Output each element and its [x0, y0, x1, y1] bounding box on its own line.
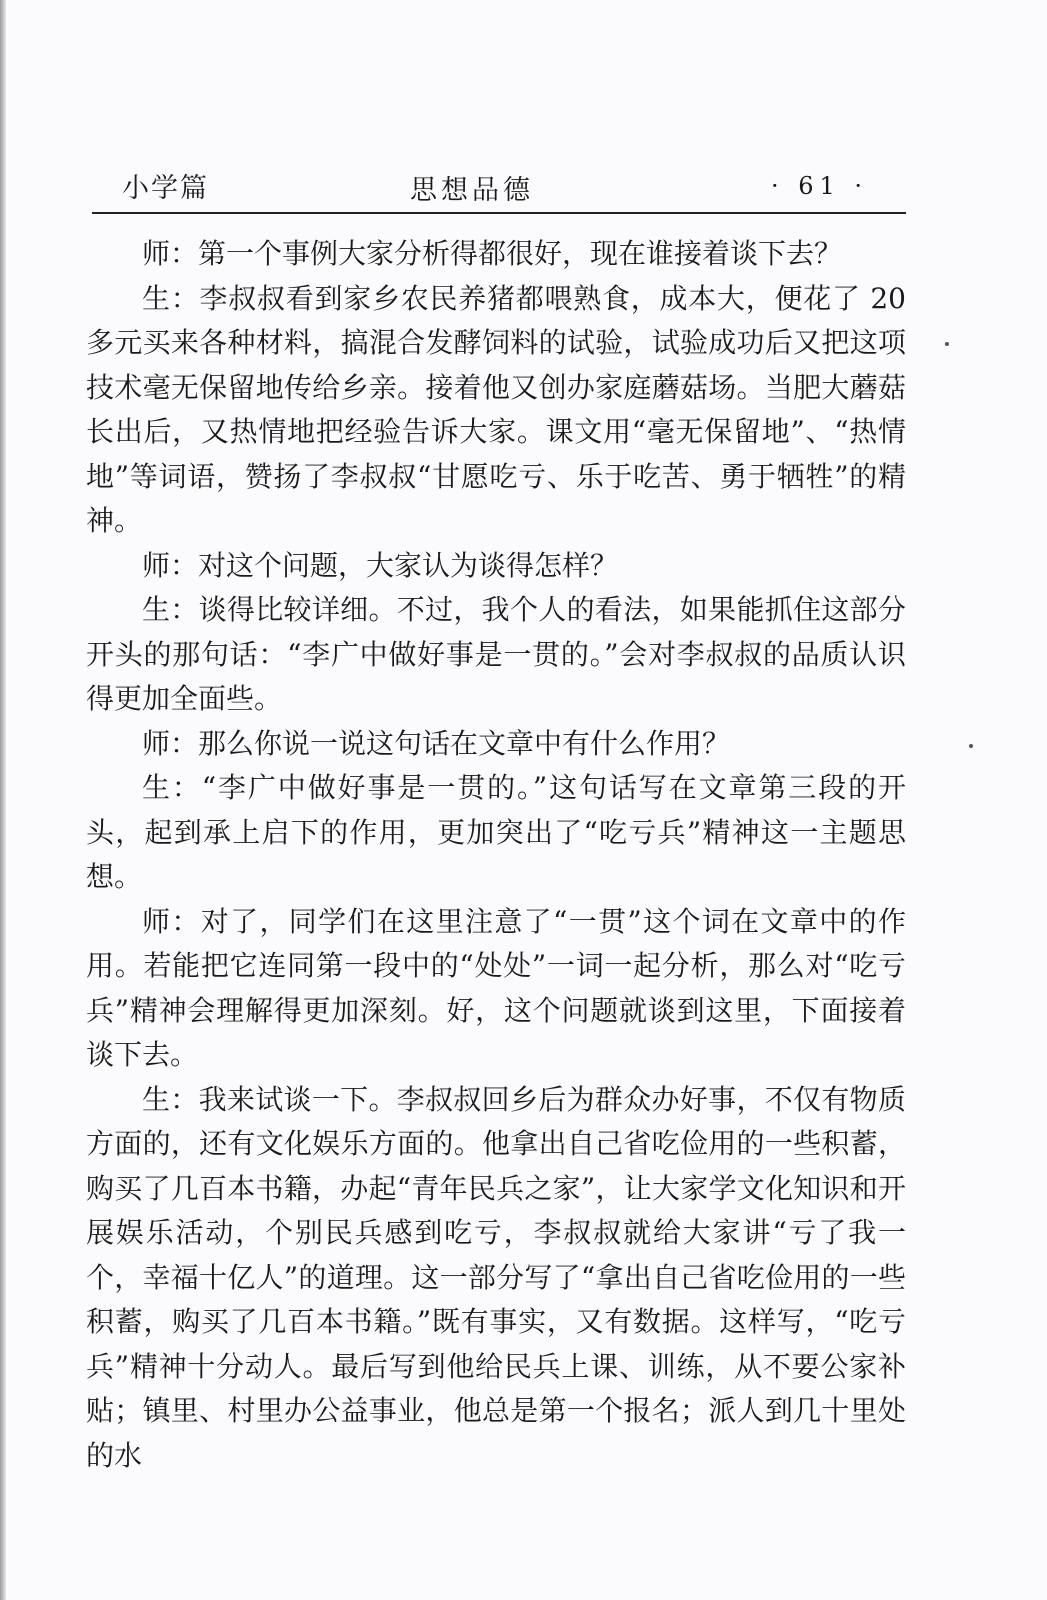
paragraph: 师：那么你说一说这句话在文章中有什么作用？	[142, 726, 731, 760]
paragraph: 生：李叔叔看到家乡农民养猪都喂熟食，成本大，便花了 20 多元买来各种材料，搞混合发酵饲料的试验，试验成功后又把这项技术毫无保留地传给乡亲。接着他又创办家庭蘑菇场。当肥大蘑菇长出后，又热情地把经验告诉大家。课文用“毫无保留地”、“热情地”等词语，赞扬了李叔叔“甘愿吃亏、乐于吃苦、勇于牺牲”的精神。	[86, 281, 906, 537]
paragraph: 生：“李广中做好事是一贯的。”这句话写在文章第三段的开头，起到承上启下的作用，更加突出了“吃亏兵”精神这一主题思想。	[86, 771, 906, 893]
scan-speck	[969, 744, 973, 748]
header-rule	[92, 212, 906, 214]
paragraph: 生：我来试谈一下。李叔叔回乡后为群众办好事，不仅有物质方面的，还有文化娱乐方面的。他拿出自己省吃俭用的一些积蓄，购买了几百本书籍，办起“青年民兵之家”，让大家学文化知识和开展娱乐活动，个别民兵感到吃亏，李叔叔就给大家讲“亏了我一个，幸福十亿人”的道理。这一部分写了“拿出自己省吃俭用的一些积蓄，购买了几百本书籍。”既有事实，又有数据。这样写，“吃亏兵”精神十分动人。最后写到他给民兵上课、训练，从不要公家补贴；镇里、村里办公益事业，他总是第一个报名；派人到几十里处的水	[86, 1082, 906, 1472]
paragraph: 师：第一个事例大家分析得都很好，现在谁接着谈下去？	[142, 237, 843, 270]
header-subject: 思想品德	[410, 175, 534, 206]
running-header	[92, 160, 906, 204]
paragraph: 师：对了，同学们在这里注意了“一贯”这个词在文章中的作用。若能把它连同第一段中的“处处”一词一起分析，那么对“吃亏兵”精神会理解得更加深刻。好，这个问题就谈到这里，下面接着谈下去。	[86, 904, 906, 1071]
body-text	[86, 232, 906, 1478]
paragraph: 师：对这个问题，大家认为谈得怎样？	[142, 548, 619, 582]
scan-binding-edge	[0, 0, 6, 1600]
paragraph: 生：谈得比较详细。不过，我个人的看法，如果能抓住这部分开头的那句话：“李广中做好事是一贯的。”会对李叔叔的品质认识得更加全面些。	[86, 593, 906, 715]
page-number: · 61 ·	[770, 172, 868, 200]
scan-speck	[945, 342, 949, 346]
header-section: 小学篇	[122, 173, 209, 204]
